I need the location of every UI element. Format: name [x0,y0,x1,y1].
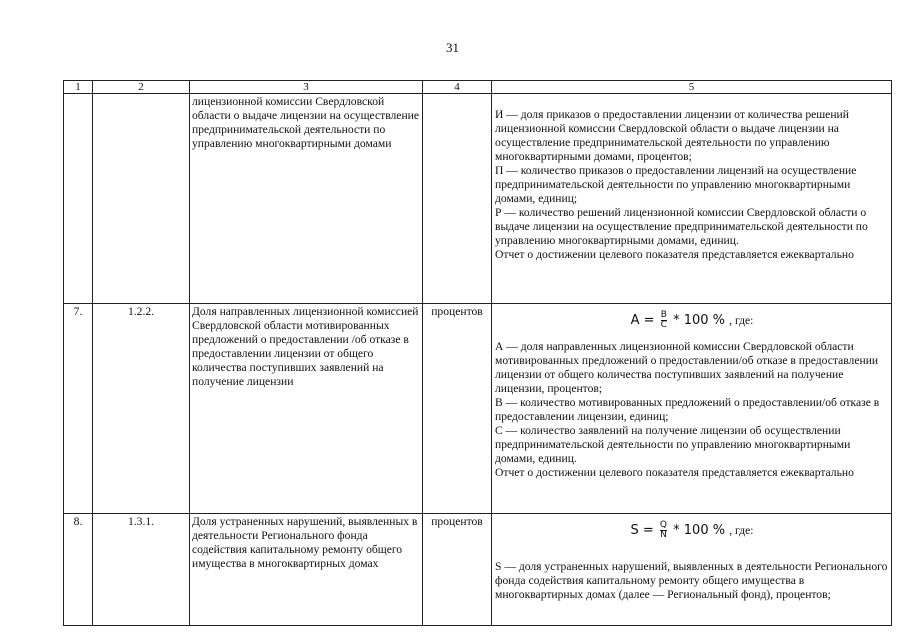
definition-text: Р — количество решений лицензионной комиссии Свердловской области о выдаче лицензии на осуществление предпринимательской деятельности по управлению многоквартирными домами, единиц. [495,206,868,247]
header-cell: 5 [492,81,892,94]
formula [495,305,889,340]
method-cell [492,304,892,514]
table-row [64,514,892,626]
fraction [661,311,667,330]
formula-rhs: * 100 % [673,523,726,538]
definition-text: П — количество приказов о предоставлении лицензий на осуществление предпринимательской деятельности по управлению многоквартирными домами, единиц; [495,164,857,205]
definition-text: S — доля устраненных нарушений, выявленных в деятельности Регионального фонда содействия капитальному ремонту общего имущества в многоквартирных домах (далее — Региональный фонд), процентов; [495,560,888,601]
indicator-name-cell: лицензионной комиссии Свердловской области о выдаче лицензии на осуществление предпринимательской деятельности по управлению многоквартирными домами [190,94,423,304]
header-cell: 2 [93,81,190,94]
fraction-numerator: Q [659,520,668,530]
table-row [64,304,892,514]
row-number: 7. [64,304,93,514]
page-number: 31 [446,40,459,55]
unit: процентов [423,514,492,626]
indicators-table [63,80,892,626]
definition-text: А — доля направленных лицензионной комиссии Свердловской области мотивированных предложений о предоставлении/об отказе в предоставлении лицензии от общего количества поступивших заявлений на получение лицензии, процентов; [495,340,879,395]
row-code: 1.3.1. [93,514,190,626]
indicator-name: Доля направленных лицензионной комиссией Свердловской области мотивированных предложений о предоставлении /об отказе в предоставлении лицензии от общего количества поступивших заявлений на получение лицензии [190,304,423,514]
unit: процентов [423,304,492,514]
header-cell: 1 [64,81,93,94]
table-row [64,94,892,304]
definition-text: В — количество мотивированных предложений о предоставлении/об отказе в предоставлении лицензии, единиц; [495,396,880,423]
row-code-cell [93,94,190,304]
header-cell: 4 [423,81,492,94]
method-cell [492,514,892,626]
formula-rhs: * 100 % [673,313,726,328]
method-cell [492,94,892,304]
definition-text: С — количество заявлений на получение лицензии об осуществлении предпринимательской деятельности по управлению многоквартирными домами, единиц. [495,424,851,465]
formula [495,515,889,550]
fraction-denominator: C [660,320,667,330]
table-header-row [64,81,892,94]
formula-tail: , где: [729,314,754,327]
header-cell: 3 [190,81,423,94]
indicator-name: Доля устраненных нарушений, выявленных в деятельности Регионального фонда содействия капитальному ремонту общего имущества в многоквартирных домах [190,514,423,626]
report-note: Отчет о достижении целевого показателя представляется ежеквартально [495,248,854,261]
formula-tail: , где: [729,524,754,537]
unit-cell [423,94,492,304]
fraction [660,521,667,540]
row-code: 1.2.2. [93,304,190,514]
row-number: 8. [64,514,93,626]
formula-lhs: S = [630,523,654,538]
definition-text: И — доля приказов о предоставлении лицензии от количества решений лицензионной комиссии Свердловской области о выдаче лицензии на осуществление предпринимательской деятельности по управлению многоквартирными домами, процентов; [495,108,849,163]
formula-lhs: A = [630,313,655,328]
fraction-numerator: B [660,310,667,320]
fraction-denominator: N [660,530,667,540]
report-note: Отчет о достижении целевого показателя представляется ежеквартально [495,466,854,479]
row-number-cell [64,94,93,304]
